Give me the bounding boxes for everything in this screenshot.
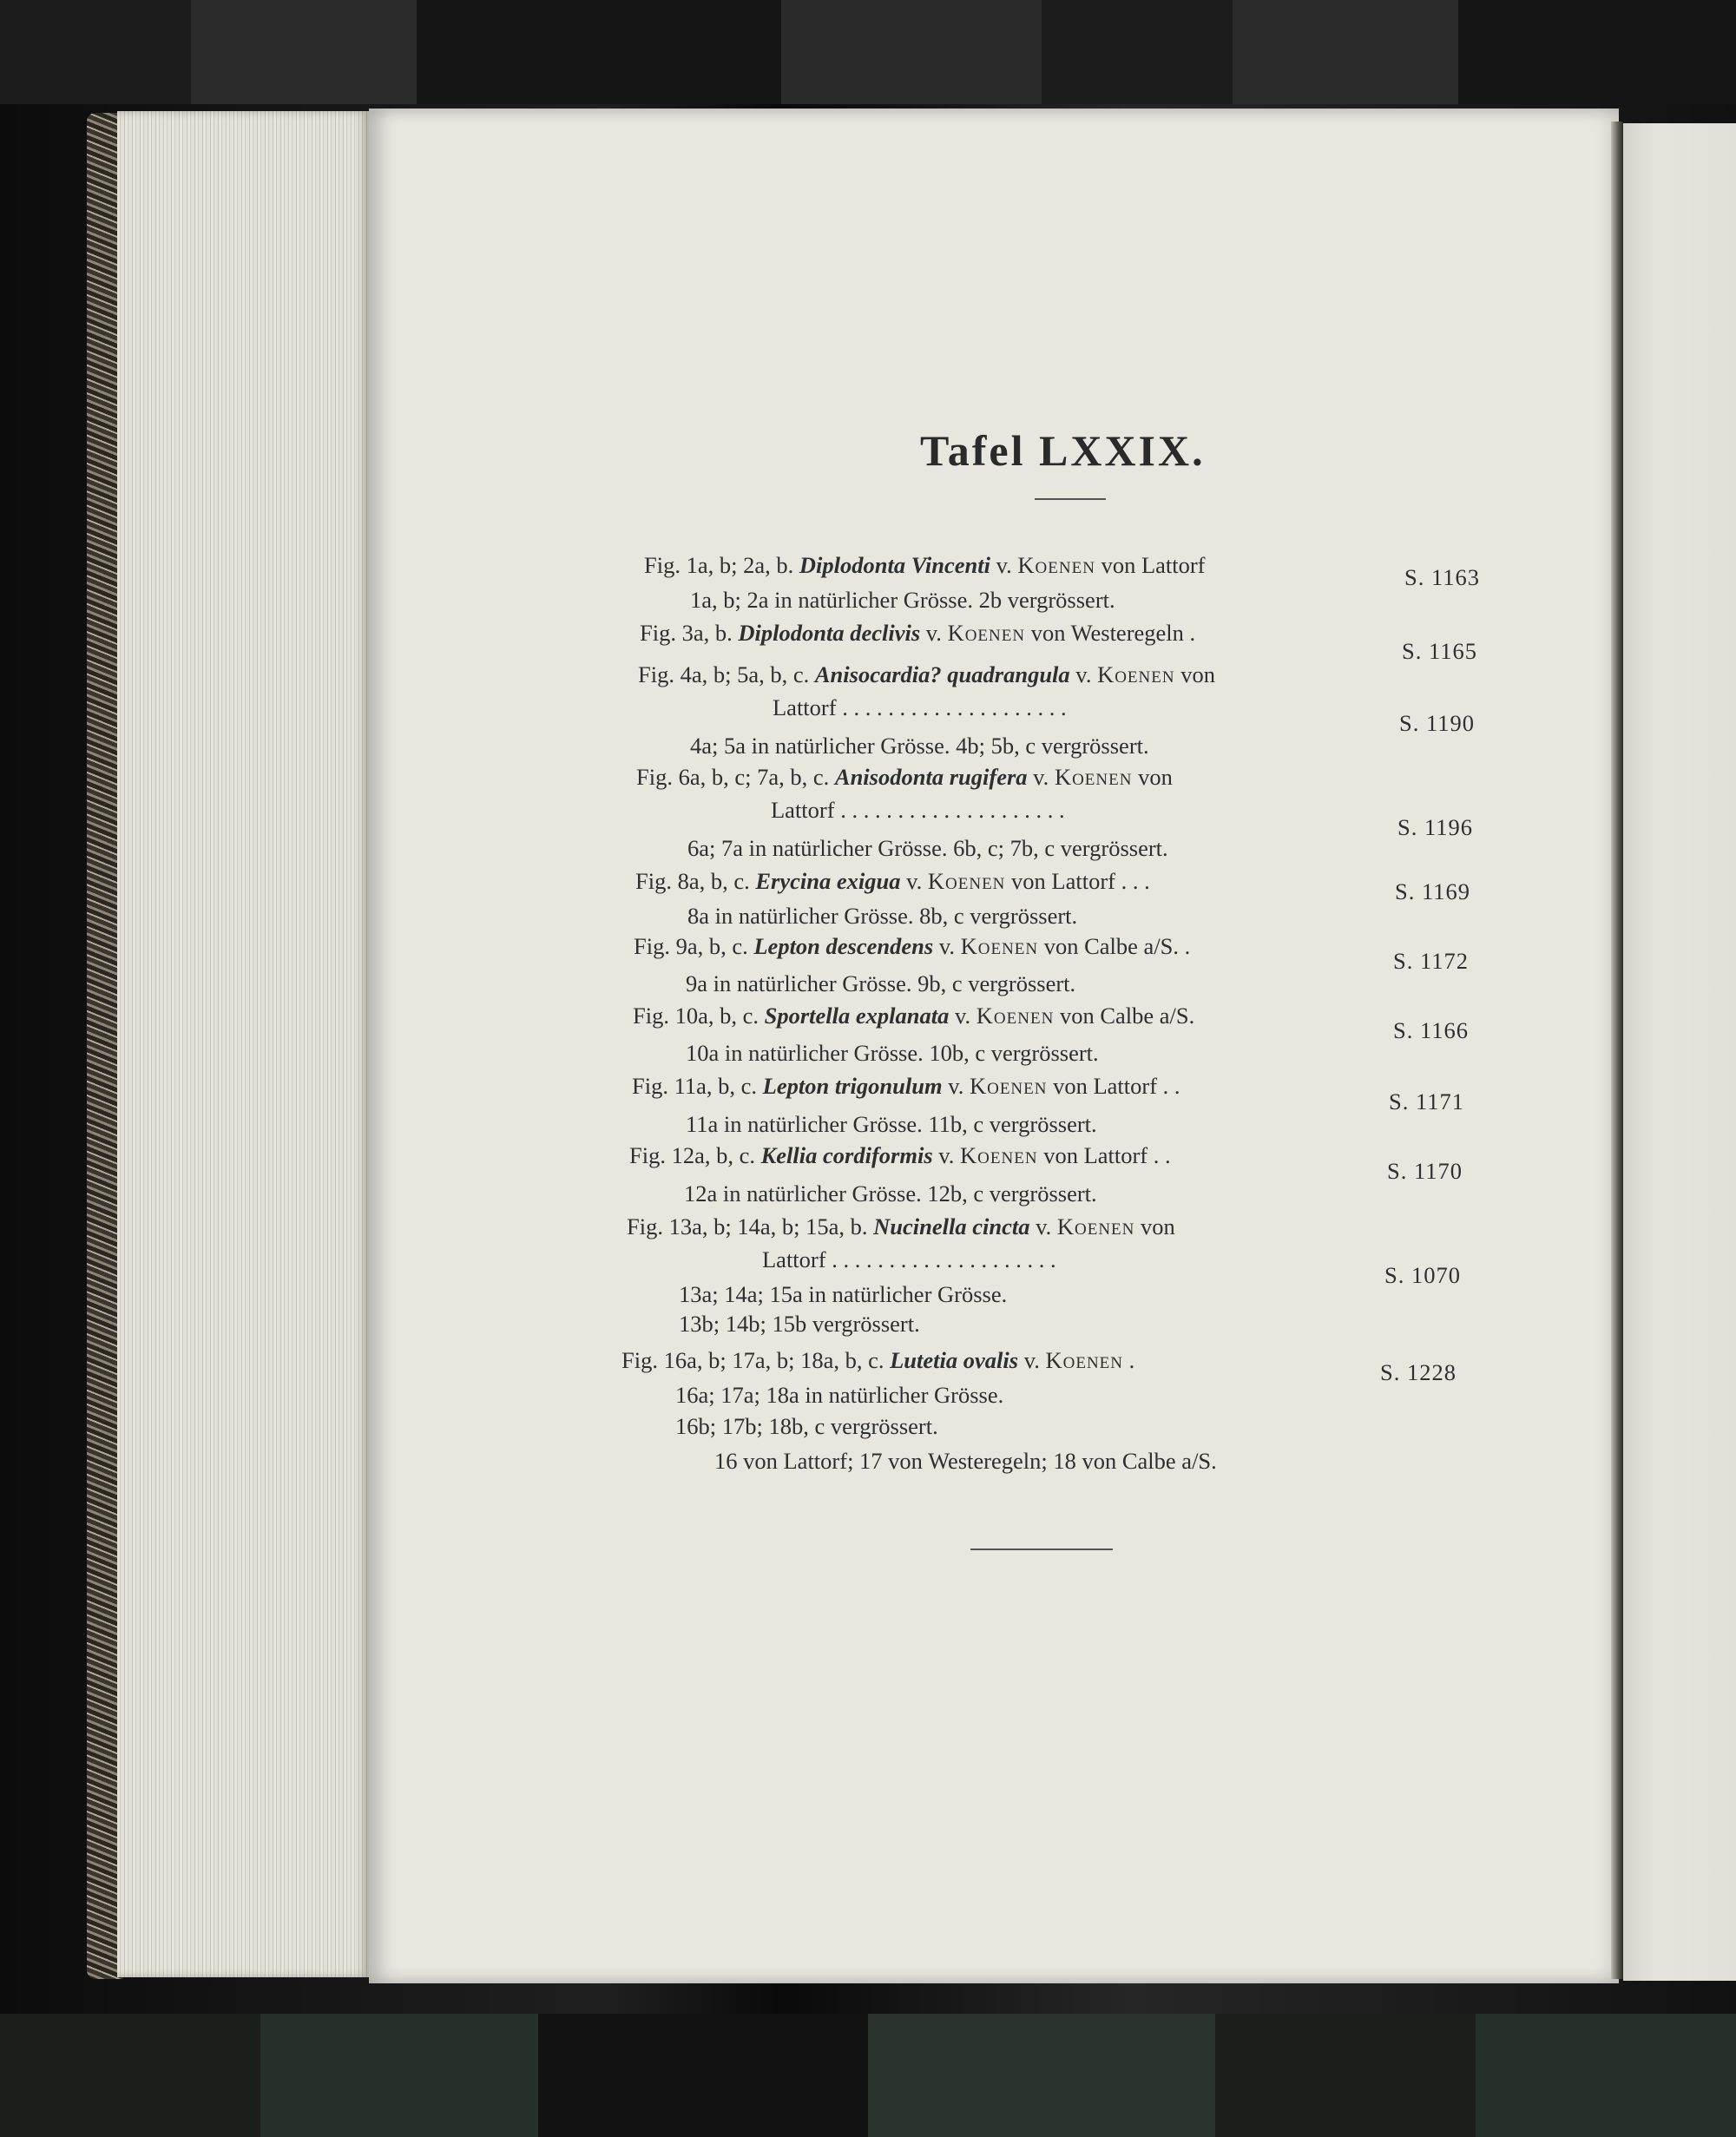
species-name: Diplodonta declivis: [738, 620, 921, 646]
locality: von Calbe a/S. .: [1038, 933, 1191, 959]
author-name: Koenen: [960, 933, 1039, 959]
magnification-note: 4a; 5a in natürlicher Grösse. 4b; 5b, c vergrössert.: [690, 733, 1149, 759]
figure-label: Fig. 8a, b, c.: [635, 868, 756, 894]
author-name: Koenen: [1097, 661, 1175, 687]
page-edges: [117, 111, 369, 1977]
magnification-note: 10a in natürlicher Grösse. 10b, c vergrössert.: [686, 1040, 1099, 1066]
locality: von Westeregeln .: [1025, 620, 1196, 646]
species-name: Anisocardia? quadrangula: [814, 661, 1070, 687]
author-prefix: v.: [1029, 1213, 1057, 1239]
figure-entry: [633, 1003, 1194, 1029]
figure-entry: [621, 1347, 1134, 1374]
locality: von: [1174, 661, 1215, 687]
locality: von Lattorf . .: [1047, 1073, 1180, 1099]
locality-footnote: 16 von Lattorf; 17 von Westeregeln; 18 von Calbe a/S.: [714, 1448, 1217, 1474]
page-reference: S. 1165: [1402, 638, 1478, 664]
figure-entry: [629, 1142, 1171, 1169]
title-rule: [1035, 498, 1106, 500]
page-reference: S. 1228: [1380, 1359, 1457, 1385]
species-name: Anisodonta rugifera: [834, 764, 1028, 790]
page-reference: S. 1190: [1399, 710, 1476, 736]
magnification-note: 12a in natürlicher Grösse. 12b, c vergrössert.: [684, 1180, 1097, 1207]
author-prefix: v.: [949, 1003, 976, 1029]
species-name: Lepton descendens: [753, 933, 934, 959]
figure-entry-continuation: Lattorf . . . . . . . . . . . . . . . . . . . .: [771, 797, 1065, 823]
author-prefix: v.: [990, 552, 1018, 578]
figure-label: Fig. 16a, b; 17a, b; 18a, b, c.: [621, 1347, 891, 1373]
species-name: Lepton trigonulum: [762, 1073, 943, 1099]
figure-entry-continuation: Lattorf . . . . . . . . . . . . . . . . . . . .: [762, 1246, 1056, 1272]
magnification-note: 9a in natürlicher Grösse. 9b, c vergrössert.: [686, 970, 1076, 996]
species-name: Erycina exigua: [755, 868, 901, 894]
figure-label: Fig. 6a, b, c; 7a, b, c.: [636, 764, 835, 790]
author-prefix: v.: [932, 1142, 961, 1168]
figure-entry: [640, 620, 1195, 647]
author-name: Koenen: [947, 620, 1026, 646]
magnification-note: 11a in natürlicher Grösse. 11b, c vergrössert.: [686, 1111, 1097, 1137]
page-reference: S. 1170: [1387, 1158, 1463, 1184]
figure-entry: [636, 764, 1173, 791]
author-prefix: v.: [1069, 661, 1098, 687]
figure-entry: [632, 1073, 1180, 1100]
author-prefix: v.: [900, 868, 928, 894]
locality: von Lattorf: [1095, 552, 1206, 578]
magnification-note: 16b; 17b; 18b, c vergrössert.: [675, 1413, 938, 1439]
figure-label: Fig. 9a, b, c.: [634, 933, 754, 959]
page-reference: S. 1196: [1397, 814, 1474, 840]
species-name: Diplodonta Vincenti: [799, 552, 991, 578]
locality: von: [1134, 1213, 1175, 1239]
locality: von Lattorf . . .: [1005, 868, 1150, 894]
magnification-note: 13a; 14a; 15a in natürlicher Grösse.: [679, 1281, 1008, 1307]
figure-entry: [635, 868, 1150, 895]
author-name: Koenen: [1054, 764, 1133, 790]
author-name: Koenen: [969, 1073, 1048, 1099]
page-reference: S. 1171: [1389, 1088, 1465, 1115]
page-reference: S. 1163: [1404, 564, 1481, 590]
author-prefix: v.: [933, 933, 961, 959]
figure-entry: [627, 1213, 1175, 1240]
figure-label: Fig. 3a, b.: [640, 620, 739, 646]
author-name: Koenen: [960, 1142, 1038, 1168]
author-name: Koenen: [976, 1003, 1055, 1029]
author-prefix: v.: [1018, 1347, 1046, 1373]
author-prefix: v.: [942, 1073, 970, 1099]
page-reference: S. 1169: [1395, 878, 1471, 904]
figure-entry: [634, 933, 1190, 960]
figure-label: Fig. 13a, b; 14a, b; 15a, b.: [627, 1213, 874, 1239]
background-top-band: [0, 0, 1736, 104]
magnification-note: 1a, b; 2a in natürlicher Grösse. 2b vergrössert.: [690, 587, 1115, 613]
author-name: Koenen: [1056, 1213, 1135, 1239]
magnification-note: 8a in natürlicher Grösse. 8b, c vergrössert.: [687, 903, 1078, 929]
author-name: Koenen: [927, 868, 1006, 894]
background-bottom-band: [0, 2014, 1736, 2137]
locality: von: [1132, 764, 1173, 790]
author-name: Koenen: [1045, 1347, 1123, 1373]
species-name: Nucinella cincta: [873, 1213, 1030, 1239]
magnification-note: 13b; 14b; 15b vergrössert.: [679, 1311, 920, 1337]
page-reference: S. 1070: [1384, 1262, 1461, 1288]
page-reference: S. 1166: [1393, 1017, 1470, 1043]
figure-entry: [638, 661, 1215, 688]
plate-title: Tafel LXXIX.: [920, 426, 1206, 475]
locality: von Lattorf . .: [1037, 1142, 1171, 1168]
locality: von Calbe a/S.: [1054, 1003, 1195, 1029]
figure-label: Fig. 11a, b, c.: [632, 1073, 763, 1099]
figure-entry: [644, 552, 1206, 579]
figure-label: Fig. 12a, b, c.: [629, 1142, 761, 1168]
figure-label: Fig. 4a, b; 5a, b, c.: [638, 661, 815, 687]
end-rule: [970, 1549, 1113, 1550]
author-prefix: v.: [920, 620, 948, 646]
figure-label: Fig. 10a, b, c.: [633, 1003, 765, 1029]
locality: .: [1123, 1347, 1135, 1373]
species-name: Kellia cordiformis: [760, 1142, 933, 1168]
page-reference: S. 1172: [1393, 948, 1470, 974]
facing-page-edge: [1623, 123, 1736, 1981]
figure-entry-continuation: Lattorf . . . . . . . . . . . . . . . . . . . .: [773, 694, 1067, 720]
author-prefix: v.: [1027, 764, 1055, 790]
figure-label: Fig. 1a, b; 2a, b.: [644, 552, 799, 578]
species-name: Sportella explanata: [764, 1003, 950, 1029]
book-gutter: [1611, 122, 1623, 1979]
magnification-note: 6a; 7a in natürlicher Grösse. 6b, c; 7b, c vergrössert.: [687, 835, 1168, 861]
species-name: Lutetia ovalis: [890, 1347, 1019, 1373]
author-name: Koenen: [1017, 552, 1095, 578]
magnification-note: 16a; 17a; 18a in natürlicher Grösse.: [675, 1382, 1004, 1408]
